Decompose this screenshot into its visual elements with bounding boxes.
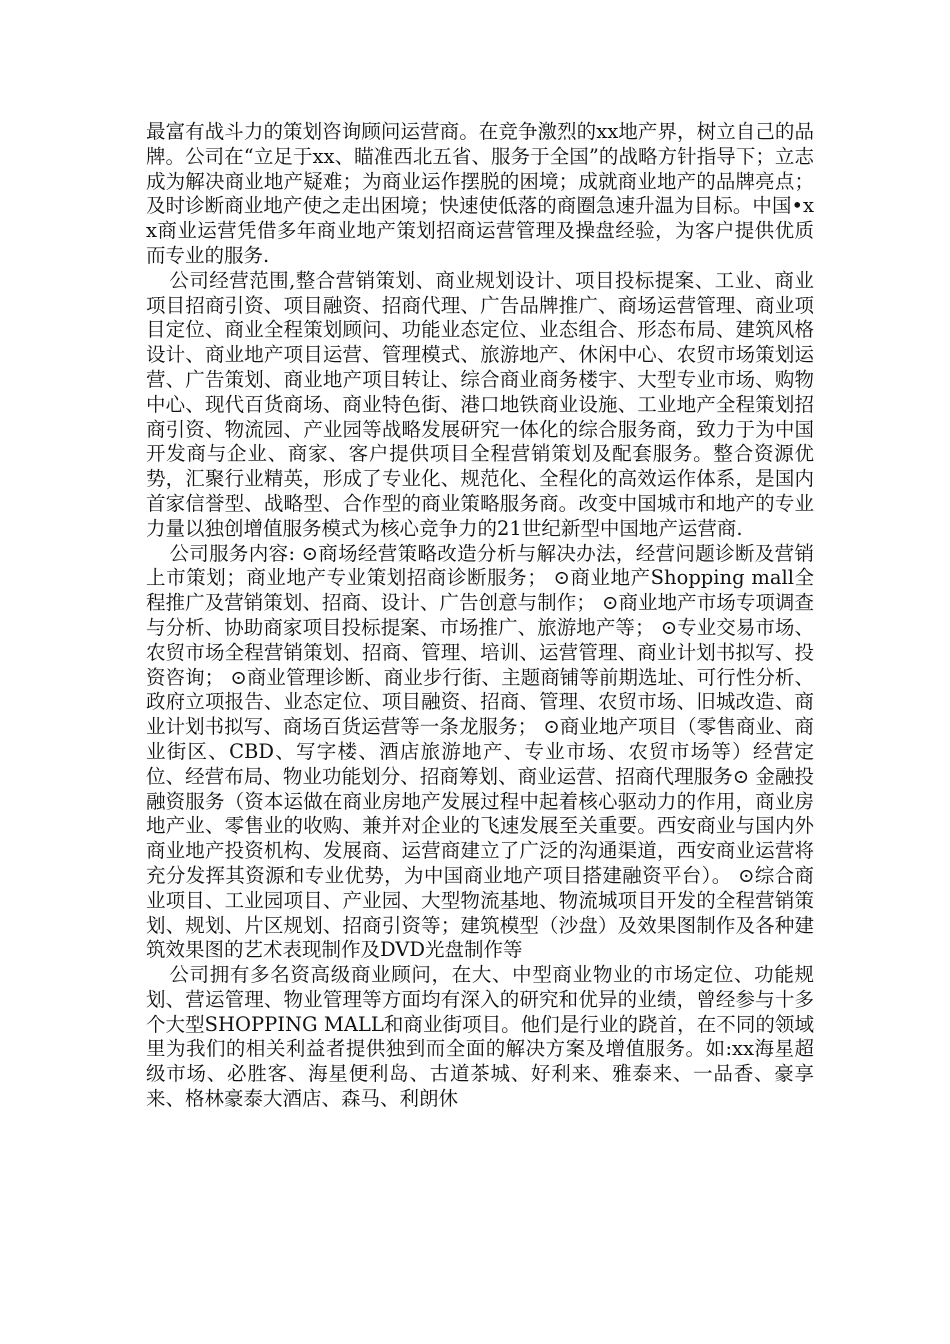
paragraph-business-scope: 公司经营范围,整合营销策划、商业规划设计、项目投标提案、工业、商业项目招商引资、项目融资、招商代理、广告品牌推广、商场运营管理、商业项目定位、商业全程策划顾问、功能业态定位、业态组合、形态布局、建筑风格设计、商业地产项目运营、管理模式、旅游地产、休闲中心、农贸市场策划运营、广告策划、商业地产项目转让、综合商业商务楼宇、大型专业市场、购物中心、现代百货商场、商业特色街、港口地铁商业设施、工业地产全程策划招商引资、物流园、产业园等战略发展研究一体化的综合服务商，致力于为中国开发商与企业、商家、客户提供项目全程营销策划及配套服务。整合资源优势，汇聚行业精英，形成了专业化、规范化、全程化的高效运作体系，是国内首家信誉型、战略型、合作型的商业策略服务商。改变中国城市和地产的专业力量以独创增值服务模式为核心竞争力的21世纪新型中国地产运营商. [146,268,814,540]
document-body [146,120,814,1112]
paragraph-service-content: 公司服务内容: ⊙商场经营策略改造分析与解决办法，经营问题诊断及营销上市策划；商业地产专业策划招商诊断服务； ⊙商业地产Shopping mall全程推广及营销策划、招商、设计、广告创意与制作； ⊙商业地产市场专项调查与分析、协助商家项目投标提案、市场推广、旅游地产等； ⊙专业交易市场、农贸市场全程营销策划、招商、管理、培训、运营管理、商业计划书拟写、投资咨询； ⊙商业管理诊断、商业步行街、主题商铺等前期选址、可行性分析、政府立项报告、业态定位、项目融资、招商、管理、农贸市场、旧城改造、商业计划书拟写、商场百货运营等一条龙服务； ⊙商业地产项目（零售商业、商业街区、CBD、写字楼、酒店旅游地产、专业市场、农贸市场等）经营定位、经营布局、物业功能划分、招商筹划、商业运营、招商代理服务⊙ 金融投融资服务（资本运做在商业房地产发展过程中起着核心驱动力的作用，商业房地产业、零售业的收购、兼并对企业的飞速发展至关重要。西安商业与国内外商业地产投资机构、发展商、运营商建立了广泛的沟通渠道，西安商业运营将充分发挥其资源和专业优势，为中国商业地产项目搭建融资平台）。 ⊙综合商业项目、工业园项目、产业园、大型物流基地、物流城项目开发的全程营销策划、规划、片区规划、招商引资等；建筑模型（沙盘）及效果图制作及各种建筑效果图的艺术表现制作及DVD光盘制作等 [146,541,814,962]
paragraph-company-positioning: 最富有战斗力的策划咨询顾问运营商。在竞争激烈的xx地产界，树立自己的品牌。公司在“立足于xx、瞄准西北五省、服务于全国”的战略方针指导下；立志成为解决商业地产疑难；为商业运作摆脱的困境；成就商业地产的品牌亮点；及时诊断商业地产使之走出困境；快速使低落的商圈急速升温为目标。中国•xx商业运营凭借多年商业地产策划招商运营管理及操盘经验，为客户提供优质而专业的服务. [146,120,814,267]
paragraph-consultant-team: 公司拥有多名资高级商业顾问，在大、中型商业物业的市场定位、功能规划、营运管理、物业管理等方面均有深入的研究和优异的业绩，曾经参与十多个大型SHOPPING MALL和商业街项目。他们是行业的跷首，在不同的领域里为我们的相关利益者提供独到而全面的解决方案及增值服务。如:xx海星超级市场、必胜客、海星便利岛、古道茶城、好利来、雅泰来、一品香、豪享来、格林豪泰大酒店、森马、利朗休 [146,963,814,1111]
